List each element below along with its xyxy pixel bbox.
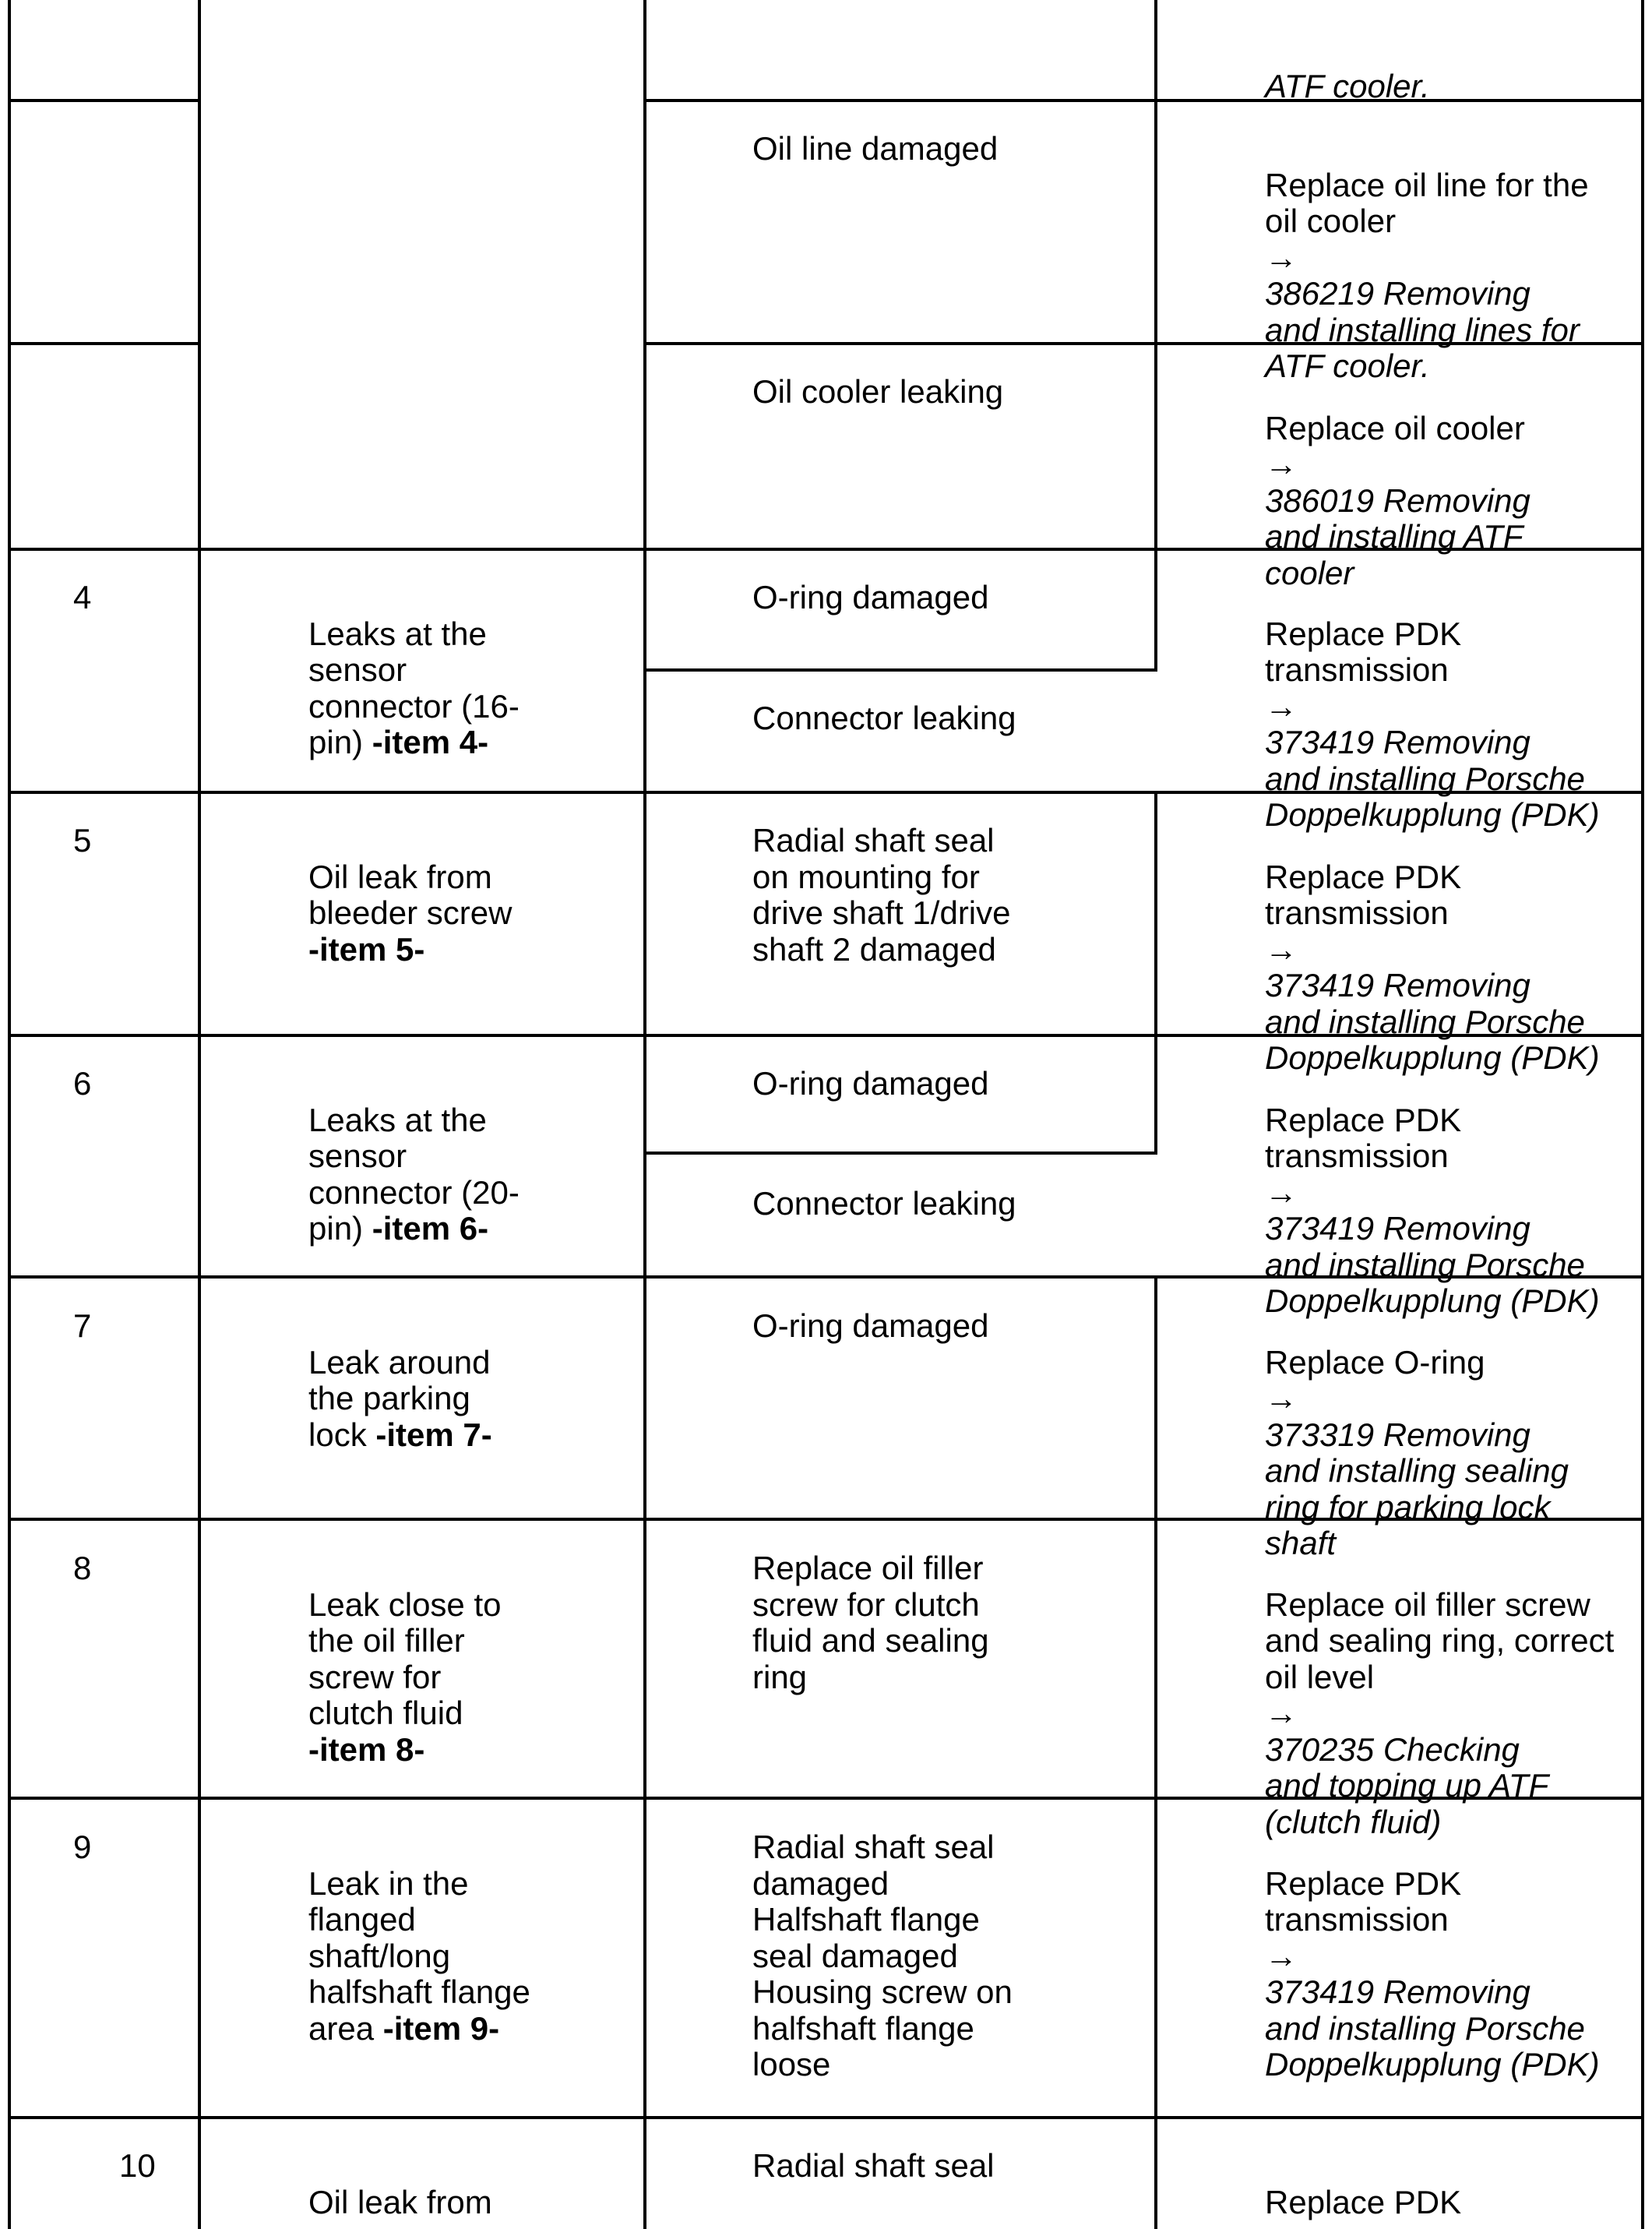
location-cell	[308, 1066, 520, 1247]
item-label: -item 5-	[308, 930, 425, 968]
row-number: 8	[73, 1550, 92, 1586]
remedy-cell	[1265, 32, 1430, 104]
column-divider-3	[1154, 792, 1157, 1154]
location-text: Leaks at the sensor connector (20- pin)	[308, 1101, 520, 1247]
row-number: 10	[119, 2147, 156, 2184]
item-label: -item 6-	[372, 1210, 489, 1247]
cause-cell: Radial shaft seal	[752, 2147, 995, 2184]
remedy-reference-link[interactable]: 370235 Checking and topping up ATF (clutch fluid)	[1265, 1730, 1549, 1840]
cause-cell: O-ring damaged	[752, 579, 989, 615]
arrow-icon: →	[1265, 1380, 1298, 1416]
cause-cell: O-ring damaged	[752, 1307, 989, 1344]
arrow-icon: →	[1265, 446, 1298, 482]
remedy-reference-link[interactable]: 373419 Removing and installing Porsche Doppelkupplung (PDK)	[1265, 724, 1600, 833]
item-label: -item 4-	[372, 724, 489, 760]
row-divider	[8, 99, 199, 102]
remedy-reference-link[interactable]: 386219 Removing and installing lines for ATF cooler.	[1265, 275, 1580, 384]
column-divider-1	[198, 0, 201, 2229]
remedy-reference-link[interactable]: 373419 Removing and installing Porsche Doppelkupplung (PDK)	[1265, 1210, 1600, 1319]
location-cell	[308, 580, 520, 761]
remedy-cell	[1265, 823, 1600, 1077]
remedy-cell	[1265, 1829, 1600, 2083]
row-number: 6	[73, 1065, 92, 1102]
arrow-icon: →	[1265, 930, 1298, 968]
location-cell	[308, 2148, 492, 2220]
location-cell	[308, 1829, 530, 2047]
item-label: -item 7-	[375, 1416, 492, 1453]
cause-cell: Connector leaking	[752, 1185, 1016, 1222]
row-divider	[8, 342, 199, 345]
cause-subdivider	[643, 1152, 1157, 1155]
table-border-right	[1641, 0, 1644, 2229]
column-divider-2	[643, 0, 646, 2229]
location-cell	[308, 1550, 502, 1768]
cause-subdivider	[643, 668, 1157, 672]
arrow-icon: →	[1265, 1173, 1298, 1211]
location-cell	[308, 823, 512, 968]
cause-cell: Radial shaft seal damaged Halfshaft flange seal damaged Housing screw on halfshaft flange loose	[752, 1829, 1013, 2083]
remedy-reference-link[interactable]: 373419 Removing and installing Porsche Doppelkupplung (PDK)	[1265, 967, 1600, 1076]
remedy-reference-link[interactable]: 373419 Removing and installing Porsche Doppelkupplung (PDK)	[1265, 1973, 1600, 2083]
remedy-text: Replace PDK transmission	[1265, 615, 1462, 688]
row-number: 9	[73, 1829, 92, 1865]
arrow-icon: →	[1265, 238, 1298, 276]
column-divider-3	[1154, 1276, 1157, 2229]
remedy-text: Replace oil cooler	[1265, 409, 1525, 446]
item-label: -item 8-	[308, 1730, 425, 1768]
location-text: Leak around the parking lock	[308, 1343, 491, 1453]
cause-cell: Replace oil filler screw for clutch fluid and sealing ring	[752, 1550, 989, 1695]
remedy-cell	[1265, 374, 1530, 591]
row-number: 4	[73, 579, 92, 615]
remedy-reference: ATF cooler.	[1265, 67, 1430, 104]
row-number: 5	[73, 822, 92, 859]
location-text: Leak in the flanged shaft/long halfshaft flange area	[308, 1864, 530, 2047]
remedy-text: Replace PDK	[1265, 2183, 1462, 2220]
remedy-text: Replace O-ring	[1265, 1343, 1485, 1381]
cause-cell: O-ring damaged	[752, 1065, 989, 1102]
remedy-cell	[1265, 131, 1589, 385]
remedy-reference-link[interactable]: 386019 Removing and installing ATF cooler	[1265, 481, 1530, 591]
location-text: Leak close to the oil filler screw for clutch fluid	[308, 1585, 502, 1731]
remedy-text: Replace oil filler screw and sealing ring, correct oil level	[1265, 1585, 1615, 1695]
location-text: Oil leak from	[308, 2183, 492, 2220]
remedy-text: Replace PDK transmission	[1265, 858, 1462, 931]
location-text: Oil leak from bleeder screw	[308, 858, 513, 931]
row-number: 7	[73, 1307, 92, 1344]
cause-cell: Connector leaking	[752, 700, 1016, 736]
remedy-text: Replace PDK transmission	[1265, 1101, 1462, 1174]
cause-cell: Oil cooler leaking	[752, 373, 1004, 410]
arrow-icon: →	[1265, 1695, 1298, 1731]
location-cell	[308, 1308, 492, 1453]
item-label: -item 9-	[382, 2009, 500, 2047]
remedy-text: Replace PDK transmission	[1265, 1864, 1462, 1938]
remedy-cell	[1265, 2148, 1461, 2220]
cause-cell: Radial shaft seal on mounting for drive shaft 1/drive shaft 2 damaged	[752, 822, 1011, 968]
remedy-cell	[1265, 580, 1600, 834]
cause-cell: Oil line damaged	[752, 130, 999, 167]
remedy-cell	[1265, 1066, 1600, 1320]
remedy-text: Replace oil line for the oil cooler	[1265, 166, 1589, 239]
arrow-icon: →	[1265, 1937, 1298, 1974]
remedy-reference-link[interactable]: 373319 Removing and installing sealing ring for parking lock shaft	[1265, 1416, 1569, 1561]
location-text: Leaks at the sensor connector (16- pin)	[308, 615, 520, 760]
row-divider	[643, 99, 1644, 102]
table-border-left	[8, 0, 11, 2229]
remedy-cell	[1265, 1308, 1569, 1562]
row-divider	[8, 2116, 1644, 2119]
remedy-cell	[1265, 1550, 1614, 1840]
arrow-icon: →	[1265, 687, 1298, 725]
